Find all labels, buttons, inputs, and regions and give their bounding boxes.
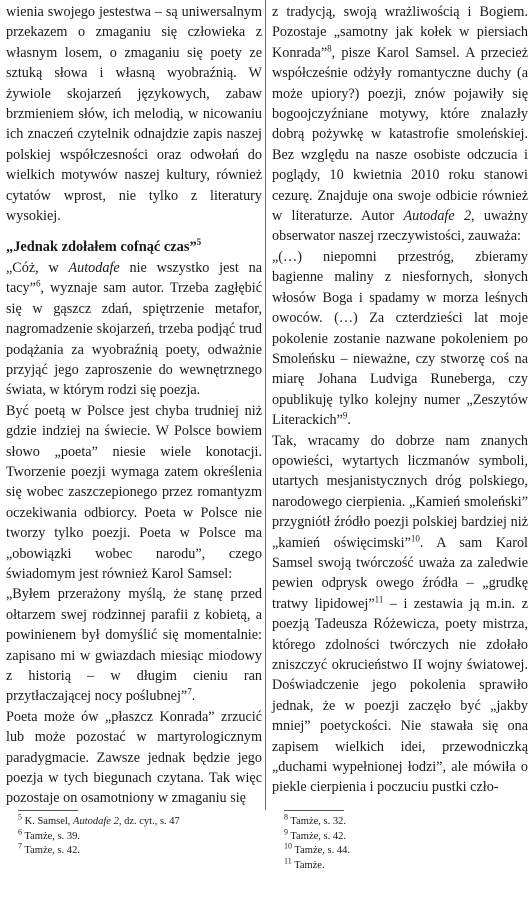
- quote-text: „Byłem przerażony myślą, że stanę przed ołtarzem swej rodzinnej parafii z kobietą, a powinienem był domyślić się momentalnie: zapisano mi w gwiazdach miesiąc miodowy z historią – w długim cieniu ran przytłaczającej nocy poślubnej”: [6, 586, 262, 705]
- paragraph-text: , wyznaje sam autor. Trzeba zagłębić się w gąszcz zdań, spiętrzenie metafor, nagromadzenie skojarzeń, trzeba podjąć trud podążania za wyobraźnią poety, odważnie przyjąć jego zaproszenie do wewnętrznego świata, w którym rodzi się poezja.: [6, 280, 262, 399]
- quote-paragraph: [272, 247, 528, 431]
- footnote: [284, 812, 524, 830]
- paragraph-text: Poeta może ów „płaszcz Konrada” zrzucić lub może pozostać w martyrologicznym paradygmacie. Zawsze jednak będzie jego poezja w tych biegunach czytana. Tak więc pozostaje on osamotniony w zmaganiu się: [6, 708, 262, 807]
- footnote-ref[interactable]: 5: [196, 237, 202, 248]
- footnote-ref[interactable]: 8: [327, 43, 332, 54]
- footnote: [284, 827, 524, 845]
- paragraph: [6, 2, 262, 226]
- footnote-rule: [18, 810, 78, 811]
- footnotes-right: [284, 810, 524, 873]
- footnote-number: 5: [18, 812, 22, 822]
- footnote-text: Tamże, s. 42.: [288, 830, 346, 842]
- footnote-ref[interactable]: 7: [187, 686, 192, 697]
- paragraph-text: Być poetą w Polsce jest chyba trudniej niż gdzie indziej na świecie. W Polsce bowiem słowo „poeta” niesie wiele konotacji. Tworzenie poezji wymaga zatem określenia się wobec zaszczepionego przez romantyzm oczekiwania odbiorcy. Poeta w Polsce nie tworzy tylko poezji. Poeta w Polsce ma „obowiązki wobec narodu”, czego świadomym jest również Karol Samsel:: [6, 402, 262, 582]
- quote-paragraph: [6, 584, 262, 706]
- footnote-number: 6: [18, 827, 22, 836]
- footnote-text: Tamże, s. 42.: [22, 845, 80, 856]
- heading-text: „Jednak zdołałem cofnąć czas”: [6, 239, 197, 256]
- left-text-column: [6, 2, 262, 809]
- book-title: Autodafe 2: [73, 816, 119, 827]
- footnote-number: 10: [284, 841, 292, 851]
- footnote-ref[interactable]: 6: [35, 278, 41, 289]
- section-heading: [6, 237, 262, 257]
- footnote: [284, 841, 524, 859]
- footnote: [18, 812, 258, 830]
- footnote-text: K. Samsel,: [22, 816, 74, 827]
- column-divider: [265, 0, 266, 810]
- book-title: Autodafe 2: [403, 208, 472, 225]
- footnotes-left: [18, 810, 258, 859]
- paragraph-text: , pisze Karol Samsel. A przecież współcześnie odżyły romantyczne duchy (a może upiory?) poezji, znów pojawiły się bogoojczyźniane motywy, które znalazły dobrą pożywkę w katastrofie smoleńskiej. Bez względu na nasze osobiste odczucia i poglądy, 10 kwietnia 2010 roku stanowi cezurę. Znajduje ona swoje odbicie również w literaturze. Autor: [272, 44, 528, 225]
- paragraph-text: .: [191, 688, 196, 705]
- paragraph-text: . A sam Karol Samsel swoją twórczość uważa za zaledwie pewien odprysk owego źródła – „grudkę tratwy lipidowej”: [272, 534, 528, 612]
- paragraph-text: wienia swojego jestestwa – są uniwersalnym przekazem o zmaganiu się człowieka z własnym losem, o zmaganiu się poety ze sztuką słowa i własną wyobraźnią. W żywiole skojarzeń językowych, zabaw brzmieniem słów, ich melodią, w nicowaniu ich znaczeń czytelnik odnajdzie zapis naszej polskiej współczesności oraz odwołań do wielkich motywów naszej kultury, również cytatów wprost, nie tylko z literatury wysokiej.: [6, 4, 262, 225]
- book-title: Autodafe: [68, 259, 120, 276]
- footnote-ref[interactable]: 10: [410, 532, 420, 543]
- quote-text: „(…) niepomni przestróg, zbieramy bagienne maliny z niesfornych, słonych włosów Boga i spadamy w morza leśnych owoców. (…) Za czterdzieści lat moje pokolenie zostanie nazwane pokoleniem po Smoleńsku – nieważne, czy stworzę coś na miarę Johana Ludviga Runeberga, czy opublikuję tylko kolejny numer „Zeszytów Literackich”: [272, 248, 528, 429]
- footnote: [18, 841, 258, 859]
- footnote-number: 9: [284, 827, 288, 836]
- right-text-column: [272, 2, 528, 798]
- footnote: [284, 856, 524, 874]
- paragraph-text: nie wszystko jest na tacy”: [6, 259, 263, 297]
- paragraph-text: „Cóż, w: [6, 259, 69, 276]
- footnote-text: Tamże, s. 44.: [292, 845, 350, 856]
- footnote-rule: [284, 810, 344, 811]
- paragraph-text: .: [347, 412, 351, 429]
- footnote-number: 8: [284, 812, 288, 822]
- footnote-text: Tamże, s. 32.: [288, 816, 346, 827]
- footnote: [18, 827, 258, 845]
- footnote-number: 7: [18, 841, 22, 851]
- footnote-text: , dz. cyt., s. 47: [118, 816, 180, 827]
- footnote-ref[interactable]: 11: [374, 594, 384, 605]
- paragraph: [6, 258, 262, 401]
- paragraph-text: Tak, wracamy do dobrze nam znanych opowieści, wytartych liczmanów symboli, utartych mesjanistycznych dróg polskiego, narodowego cierpienia. „Kamień smoleński” przygniótł źródło poezji polskiej bardziej niż „kamień oświęcimski”: [272, 432, 528, 551]
- footnote-number: 11: [284, 856, 292, 865]
- paragraph-text: – i zestawia ją m.in. z poezją Tadeusza Różewicza, poety mistrza, którego zdolności twórczych nie zdołało zniszczyć okrucieństwo II wojny światowej. Doświadczenie jego pokolenia sprawiło jednak, że w poezji zaczęło być „jakby mniej” poetyckości. Nie stawała się ona zapisem wielkich idei, przewodniczką „duchami wypełnionej łodzi”, ale mówiła o piekle cierpienia i poczuciu pustki czło-: [272, 595, 528, 796]
- footnote-text: Tamże.: [291, 859, 325, 871]
- paragraph-text: z tradycją, swoją wrażliwością i Bogiem. Pozostaje „samotny jak kołek w piersiach Konrada”: [272, 4, 528, 61]
- paragraph: [272, 431, 528, 798]
- paragraph: [272, 2, 528, 247]
- paragraph: [6, 401, 262, 585]
- paragraph: [6, 707, 262, 809]
- footnote-text: Tamże, s. 39.: [22, 830, 80, 842]
- paragraph-text: , uważny obserwator naszej rzeczywistości, zauważa:: [272, 208, 528, 245]
- footnote-ref[interactable]: 9: [342, 410, 348, 421]
